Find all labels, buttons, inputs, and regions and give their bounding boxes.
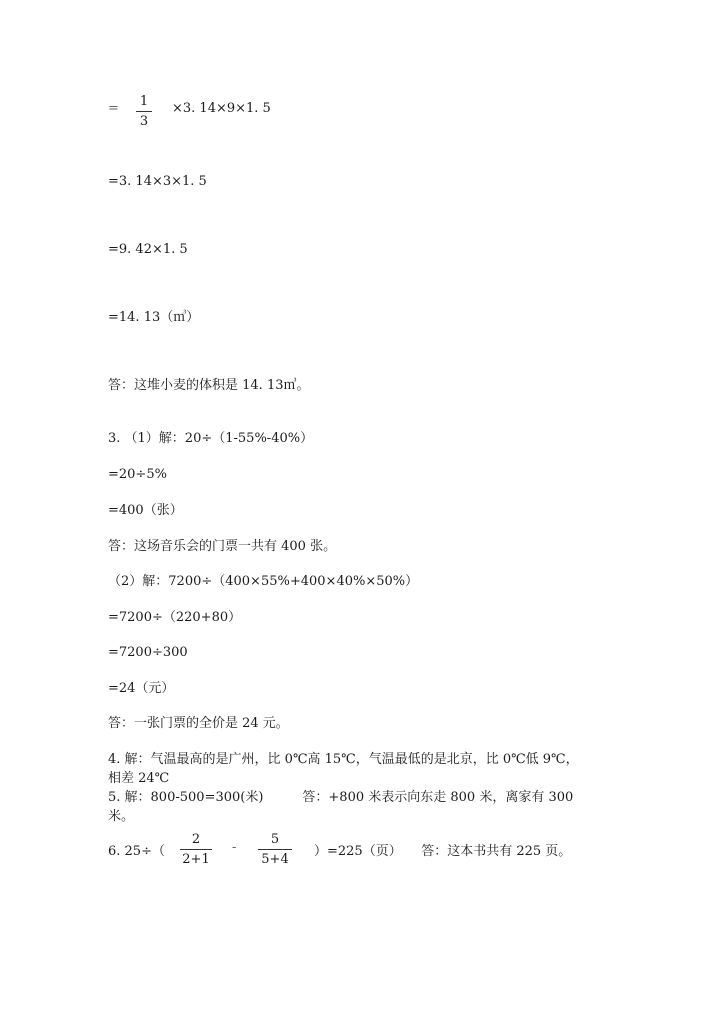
- equals-sign: =: [108, 101, 119, 116]
- step-line: =400（张）: [108, 503, 183, 518]
- step-line: =9. 42×1. 5: [108, 242, 188, 257]
- question-line: 相差 24℃: [108, 771, 170, 786]
- question-line: 5. 解：800-500=300(米) 答：+800 米表示向东走 800 米，离家有 300: [108, 790, 574, 805]
- fraction-two-over-two-plus-one: [180, 832, 212, 867]
- step-line: =7200÷300: [108, 645, 188, 660]
- question-suffix: ）=225（页） 答：这本书共有 225 页。: [314, 844, 572, 859]
- fraction-bar: [258, 849, 292, 850]
- question-heading: （2）解：7200÷（400×55%+400×40%×50%）: [108, 574, 419, 589]
- question-line: 4. 解：气温最高的是广州，比 0℃高 15℃，气温最低的是北京，比 0℃低 9℃，: [108, 752, 579, 767]
- step-line: =3. 14×3×1. 5: [108, 174, 207, 189]
- question-prefix: 6. 25÷（: [108, 844, 165, 859]
- fraction-denominator: 2+1: [182, 852, 210, 867]
- question-heading: 3. （1）解：20÷（1-55%-40%）: [108, 431, 314, 446]
- step-line: =24（元）: [108, 681, 175, 696]
- answer-line: 答：一张门票的全价是 24 元。: [108, 716, 289, 731]
- fraction-bar: [180, 849, 212, 850]
- fraction-one-third: [136, 94, 152, 129]
- minus-sign: -: [232, 840, 237, 855]
- question-line: 米。: [108, 809, 135, 824]
- fraction-five-over-five-plus-four: [258, 832, 292, 867]
- step-line: =14. 13（㎥）: [108, 310, 200, 325]
- answer-line: 答：这场音乐会的门票一共有 400 张。: [108, 539, 337, 554]
- fraction-numerator: 1: [139, 94, 149, 109]
- expression-text: ×3. 14×9×1. 5: [172, 101, 271, 116]
- fraction-numerator: 2: [191, 832, 201, 847]
- fraction-bar: [136, 111, 152, 112]
- fraction-numerator: 5: [270, 832, 280, 847]
- fraction-denominator: 5+4: [261, 852, 289, 867]
- fraction-denominator: 3: [139, 114, 149, 129]
- answer-line: 答：这堆小麦的体积是 14. 13㎥。: [108, 378, 310, 393]
- step-line: =20÷5%: [108, 467, 167, 482]
- step-line: =7200÷（220+80）: [108, 610, 242, 625]
